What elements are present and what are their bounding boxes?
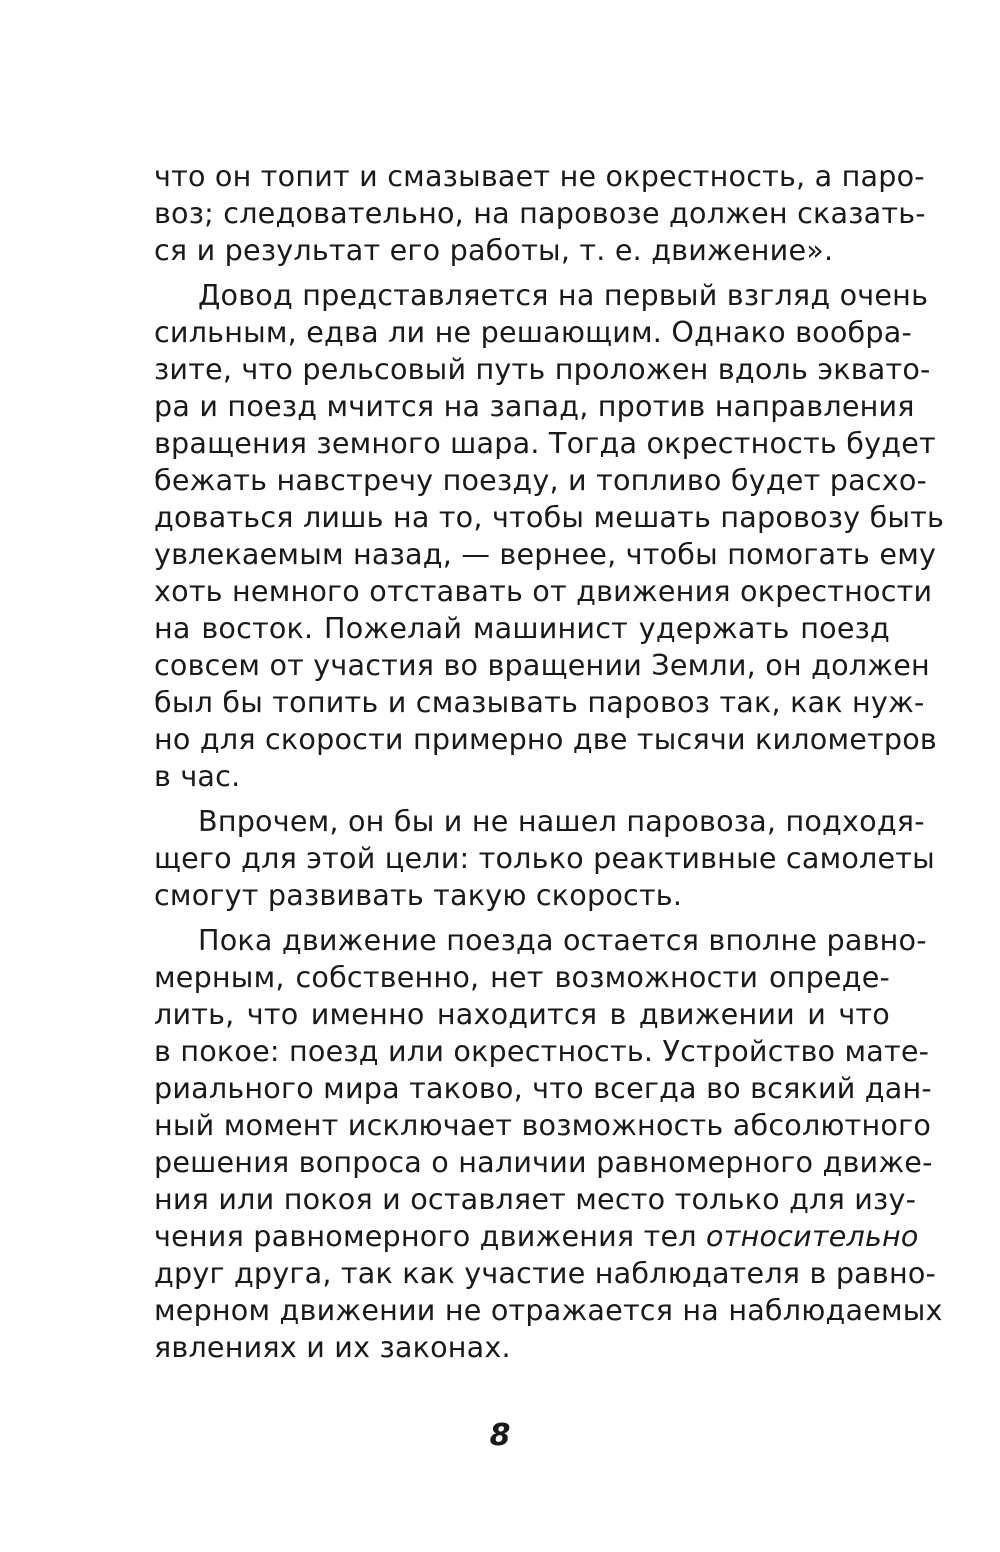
text-line: увлекаемым назад, — вернее, чтобы помогать ему — [154, 537, 937, 571]
text-line: ный момент исключает возможность абсолютного — [154, 1108, 932, 1142]
text-line: сильным, едва ли не решающим. Однако вообра- — [154, 315, 912, 349]
text-line: щего для этой цели: только реактивные самолеты — [154, 841, 935, 875]
text-line: явлениях и их законах. — [154, 1330, 511, 1364]
text-line: бежать навстречу поезду, и топливо будет расхо- — [154, 463, 928, 497]
text-line: воз; следовательно, на паровозе должен сказать- — [154, 196, 926, 230]
text-line: ния или покоя и оставляет место только для изу- — [154, 1182, 917, 1216]
text-line: мерном движении не отражается на наблюдаемых — [154, 1293, 943, 1327]
text-line: хоть немного отставать от движения окрестности — [154, 574, 933, 608]
text-line: Пока движение поезда остается вполне равно- — [198, 923, 927, 957]
text-line: совсем от участия во вращении Земли, он должен — [154, 648, 930, 682]
text-line: в час. — [154, 759, 241, 793]
text-line: друг друга, так как участие наблюдателя в равно- — [154, 1256, 937, 1290]
emphasized-word: относительно — [706, 1219, 919, 1253]
text-line: был бы топить и смазывать паровоз так, как нуж- — [154, 685, 925, 719]
text-line: что он топит и смазывает не окрестность, а паро- — [154, 159, 925, 193]
text-line: ра и поезд мчится на запад, против направления — [154, 389, 915, 423]
page-body — [154, 158, 945, 1366]
text-line: Довод представляется на первый взгляд очень — [198, 278, 929, 312]
text-line: доваться лишь на то, чтобы мешать паровозу быть — [154, 500, 945, 534]
text-line — [154, 1218, 919, 1255]
text-segment: чения равномерного движения тел — [154, 1219, 707, 1253]
text-line: ся и результат его работы, т. е. движение». — [154, 233, 834, 267]
text-line: решения вопроса о наличии равномерного движе- — [154, 1145, 933, 1179]
text-line: риального мира таково, что всегда во всякий дан- — [154, 1071, 932, 1105]
text-line: смогут развивать такую скорость. — [154, 878, 683, 912]
text-line: вращения земного шара. Тогда окрестность будет — [154, 426, 936, 460]
text-line: зите, что рельсовый путь проложен вдоль эквато- — [154, 352, 931, 386]
text-line: мерным, собственно, нет возможности опреде- — [154, 960, 890, 994]
text-line: лить, что именно находится в движении и что — [154, 997, 890, 1031]
text-line: на восток. Пожелай машинист удержать поезд — [154, 611, 890, 645]
text-line: Впрочем, он бы и не нашел паровоза, подходя- — [198, 804, 925, 838]
text-line: в покое: поезд или окрестность. Устройство мате- — [154, 1034, 930, 1068]
page-number: 8 — [489, 1418, 511, 1453]
text-line: но для скорости примерно две тысячи километров — [154, 722, 937, 756]
